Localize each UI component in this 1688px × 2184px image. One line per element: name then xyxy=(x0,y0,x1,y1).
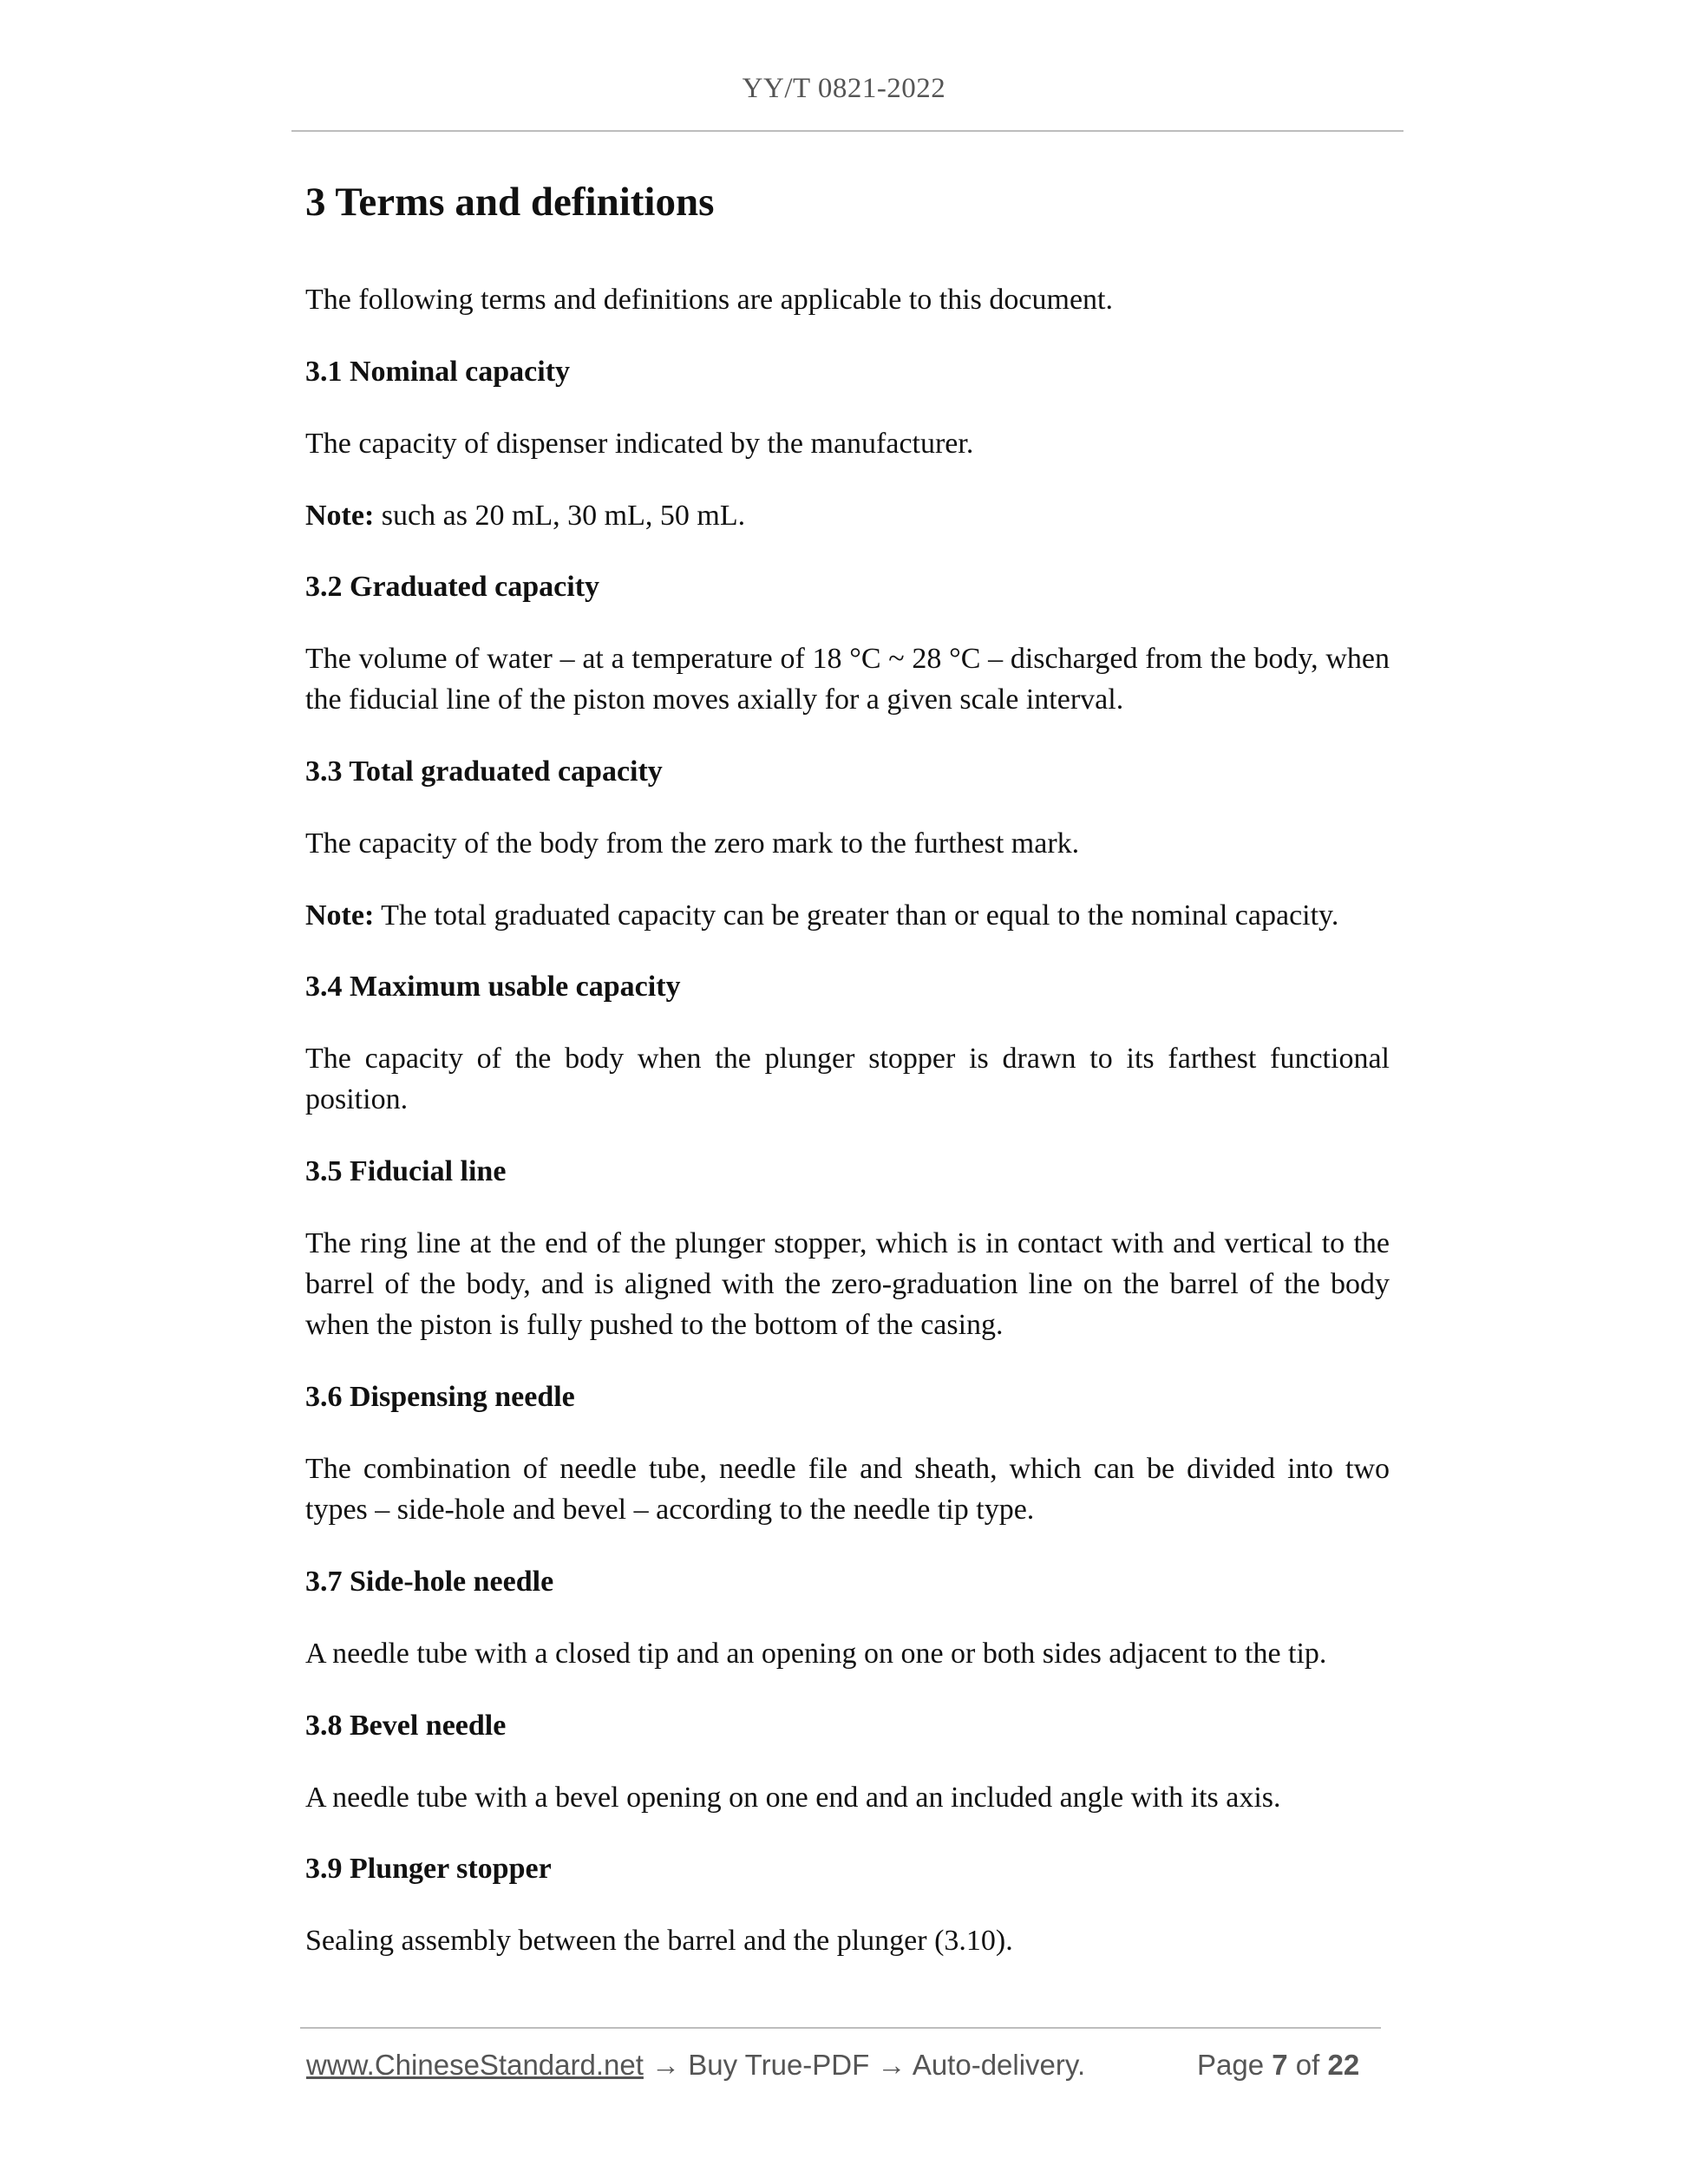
note-text: such as 20 mL, 30 mL, 50 mL. xyxy=(374,500,746,532)
term-heading: 3.8 Bevel needle xyxy=(305,1710,507,1742)
website-link[interactable]: www.ChineseStandard.net xyxy=(306,2049,644,2081)
term-heading: 3.1 Nominal capacity xyxy=(305,356,571,388)
term-heading: 3.6 Dispensing needle xyxy=(305,1381,575,1413)
term-heading: 3.3 Total graduated capacity xyxy=(305,755,663,788)
section-intro: The following terms and definitions are applicable to this document. xyxy=(305,284,1113,316)
term-definition: A needle tube with a bevel opening on one end and an included angle with its axis. xyxy=(305,1782,1281,1814)
term-definition: The capacity of the body when the plunger stopper is drawn to its farthest functional position. xyxy=(305,1043,1390,1115)
header-divider xyxy=(291,130,1403,132)
page-indicator xyxy=(1197,2049,1359,2082)
term-definition: The combination of needle tube, needle file and sheath, which can be divided into two types – side-hole and bevel – according to the needle tip type. xyxy=(305,1453,1390,1526)
note-text: The total graduated capacity can be greater than or equal to the nominal capacity. xyxy=(374,899,1339,932)
term-heading: 3.5 Fiducial line xyxy=(305,1155,507,1187)
term-heading: 3.9 Plunger stopper xyxy=(305,1853,552,1885)
term-note xyxy=(305,895,1390,936)
footer-tagline: → Buy True-PDF → Auto-delivery. xyxy=(643,2049,1086,2081)
note-label: Note: xyxy=(305,500,375,532)
term-definition: The ring line at the end of the plunger stopper, which is in contact with and vertical to the barrel of the body, and is aligned with the zero-graduation line on the barrel of the body when the piston is fully pushed to the bottom of the casing. xyxy=(305,1227,1390,1341)
term-definition: The capacity of dispenser indicated by the manufacturer. xyxy=(305,428,974,460)
term-heading: 3.7 Side-hole needle xyxy=(305,1566,554,1598)
page-of: of xyxy=(1287,2049,1328,2081)
section-title: 3 Terms and definitions xyxy=(305,180,715,225)
page-total: 22 xyxy=(1327,2049,1360,2081)
page-current: 7 xyxy=(1272,2049,1288,2081)
term-definition: The capacity of the body from the zero mark to the furthest mark. xyxy=(305,827,1080,860)
term-definition: Sealing assembly between the barrel and the plunger (3.10). xyxy=(305,1925,1013,1957)
term-definition: A needle tube with a closed tip and an opening on one or both sides adjacent to the tip. xyxy=(305,1638,1327,1670)
term-heading: 3.4 Maximum usable capacity xyxy=(305,971,681,1003)
footer-promo xyxy=(306,2049,1085,2082)
term-heading: 3.2 Graduated capacity xyxy=(305,571,600,603)
term-note xyxy=(305,495,1390,536)
term-definition: The volume of water – at a temperature of 18 °C ~ 28 °C – discharged from the body, when the fiducial line of the piston moves axially for a given scale interval. xyxy=(305,643,1390,716)
page-label: Page xyxy=(1197,2049,1273,2081)
footer-divider xyxy=(300,2027,1381,2029)
note-label: Note: xyxy=(305,899,375,932)
running-header: YY/T 0821-2022 xyxy=(742,73,946,104)
